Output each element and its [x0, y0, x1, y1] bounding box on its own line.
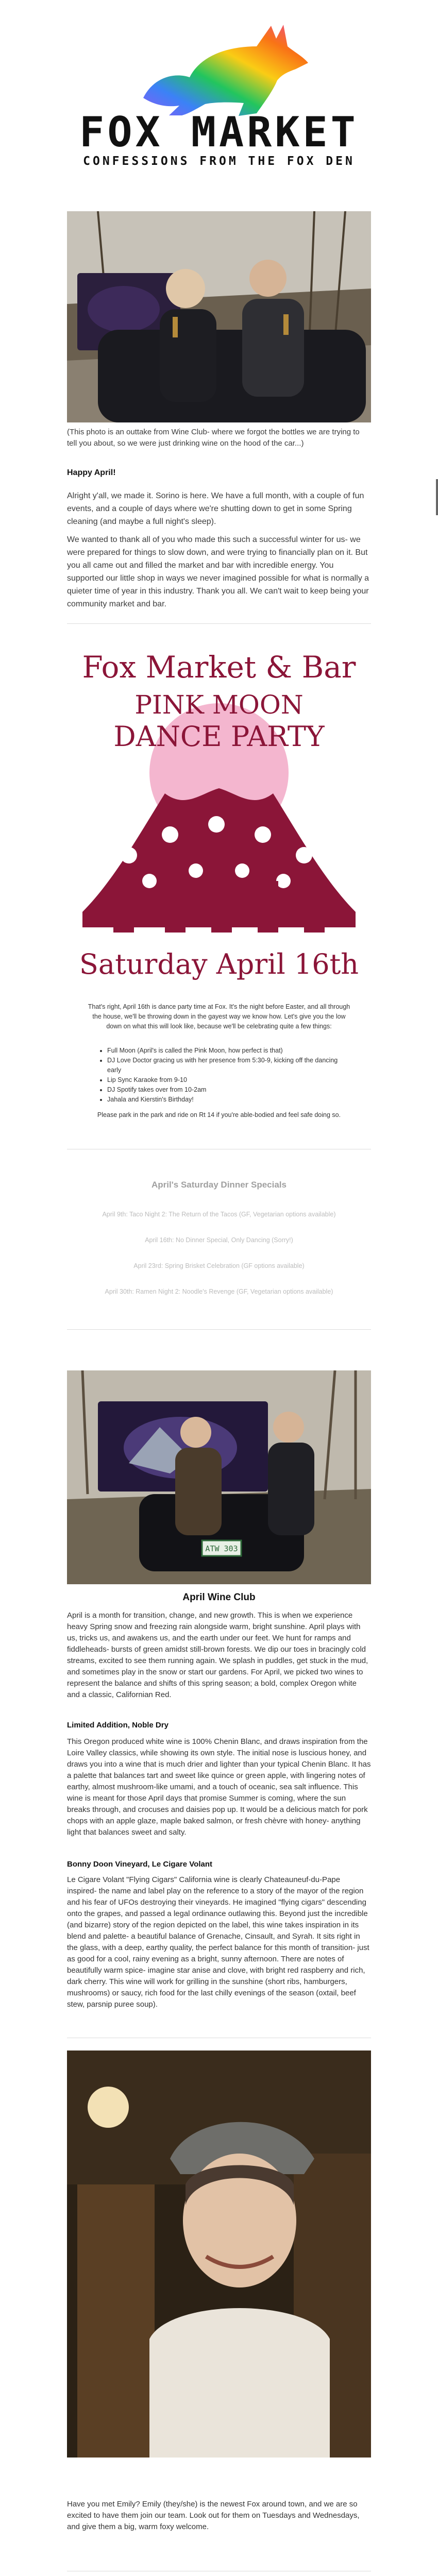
list-item: • Lip Sync Karaoke from 9-10	[107, 1075, 349, 1085]
license-plate: ATW 303	[205, 1544, 238, 1553]
scrollbar-thumb[interactable]	[436, 479, 438, 515]
divider	[67, 1329, 371, 1330]
emily-photo	[67, 2050, 371, 2458]
pink-moon-poster	[67, 639, 371, 994]
photo-caption: (This photo is an outtake from Wine Club- where we forgot the bottles we are trying to tell you about, so we were just drinking wine on the hood of the car...)	[67, 428, 360, 448]
wine-club-intro: April is a month for transition, change, and new growth. This is when we experience heavy Spring snow and freezing rain alongside warm, bright sunshine. April plays with us, tricks us, and awakens us, and the earth under our feet. We hunt for ramps and fiddleheads- bursts of green amidst still-brown forests. We dip our toes in bracingly cold streams, excited to see them running again. We splash in puddles, get stuck in the mud, and sometimes play in the snow or start our gardens. For April, we picked two wines to represent the balance and shifts of this spring season; a bold, complex Oregon white and a classic, Californian Red.	[67, 1611, 368, 1699]
wine-club-car-photo	[67, 1370, 371, 1584]
limited-addition-body: This Oregon produced white wine is 100% Chenin Blanc, and draws inspiration from the Loire Valley classics, while showing its own style. The initial nose is luscious honey, and draws you into a wine that is much drier and lighter than your typical Chenin Blanc. It has a palette that balances tart and sweet like quince or green apple, with lingering notes of earthy, almost mushroom-like umami, and a touch of oceanic, sea salt influence. This wine is meant for those April days that promise Summer is coming, where the sun breaks through, and crocuses and daisies pop up. It would be a delicious match for pork chops with an apple glaze, maple baked salmon, or fresh chèvre with honey- anything light that balances sweet and salty.	[67, 1737, 371, 1837]
brand-title: FOX MARKET	[79, 108, 359, 156]
greeting: Happy April!	[67, 468, 116, 477]
rainbow-fox-logo-icon	[133, 15, 313, 118]
specials-title: April's Saturday Dinner Specials	[151, 1180, 287, 1190]
special-item: April 9th: Taco Night 2: The Return of the Tacos (GF, Vegetarian options available)	[102, 1211, 336, 1218]
list-item: • Full Moon (April's is called the Pink Moon, how perfect is that)	[107, 1046, 349, 1056]
poster-line-3: DANCE PARTY	[113, 720, 325, 753]
brand-subtitle: CONFESSIONS FROM THE FOX DEN	[83, 155, 355, 168]
special-item: April 16th: No Dinner Special, Only Dancing (Sorry!)	[145, 1236, 293, 1244]
special-item: April 30th: Ramen Night 2: Noodle's Revenge (GF, Vegetarian options available)	[105, 1288, 333, 1295]
parking-note: Please park in the park and ride on Rt 14 if you're able-bodied and feel safe doing so.	[97, 1111, 341, 1118]
poster-date: Saturday April 16th	[79, 948, 359, 980]
poster-line-1: Fox Market & Bar	[82, 650, 356, 685]
poster-line-2: PINK MOON	[134, 690, 304, 720]
wine-club-title: April Wine Club	[182, 1592, 256, 1603]
wine-club-outtake-photo	[67, 211, 371, 422]
emily-intro: Have you met Emily? Emily (they/she) is the newest Fox around town, and we are so excited to have them join our team. Look out for them on Tuesdays and Wednesdays, and give them a big, warm foxy welcome.	[67, 2500, 360, 2531]
divider	[67, 623, 371, 624]
intro-paragraph-1: Alright y'all, we made it. Sorino is here. We have a full month, with a couple of fun events, and a couple of days where we're shutting down to get in some Spring cleaning (and maybe a full night's sleep).	[67, 492, 364, 526]
limited-addition-title: Limited Addition, Noble Dry	[67, 1721, 169, 1730]
party-description: That's right, April 16th is dance party time at Fox. It's the night before Easter, and all through the house, we'll be throwing down in the gayest way we know how. Let's give you the low down on what this will look like, because we'll be celebrating quite a few things:	[88, 1003, 350, 1030]
special-item: April 23rd: Spring Brisket Celebration (GF options available)	[133, 1262, 305, 1269]
bonny-doon-body: Le Cigare Volant "Flying Cigars" California wine is clearly Chateauneuf-du-Pape inspired- the name and label play on the reference to a story of the mayor of the region and his fear of UFOs destroying their vineyards. He imagined "flying cigars" descending onto the grapes, and passed a legal ordinance outlawing this. Beyond just the incredible (and bizarre) story of the region depicted on the label, this wine takes inspiration in its blend and palette- a beautiful balance of Grenache, Cinsault, and Syrah. It sits right in the glass, with a deep, earthy quality, the perfect balance for this month of transition- just as good for a cool, rainy evening as a bright, sunny afternoon. There are notes of beautifully warm spice- imagine star anise and clove, with bright red raspberry and rich, dark cherry. This wine will work for grilling in the sunshine (short ribs, hamburgers, mushrooms) or saucy, rich food for the last chilly evenings of the season (oxtail, beef stew, parsnip puree soup).	[67, 1875, 369, 2009]
list-item: • DJ Love Doctor gracing us with her presence from 5:30-9, kicking off the dancing early	[107, 1056, 349, 1075]
intro-paragraph-2: We wanted to thank all of you who made this such a successful winter for us- we were prepared for things to slow down, and were trying to financially plan on it. But you all came out and filled the market and bar with incredible energy. You supported our little shop in ways we never imagined possible for what is normally a quieter time of year in this industry. Thank you all. We can't wait to keep being your community market and bar.	[67, 535, 369, 608]
party-bullet-list	[98, 1046, 349, 1105]
list-item: • Jahala and Kierstin's Birthday!	[107, 1095, 349, 1105]
bonny-doon-title: Bonny Doon Vineyard, Le Cigare Volant	[67, 1860, 212, 1869]
list-item: • DJ Spotify takes over from 10-2am	[107, 1085, 349, 1095]
